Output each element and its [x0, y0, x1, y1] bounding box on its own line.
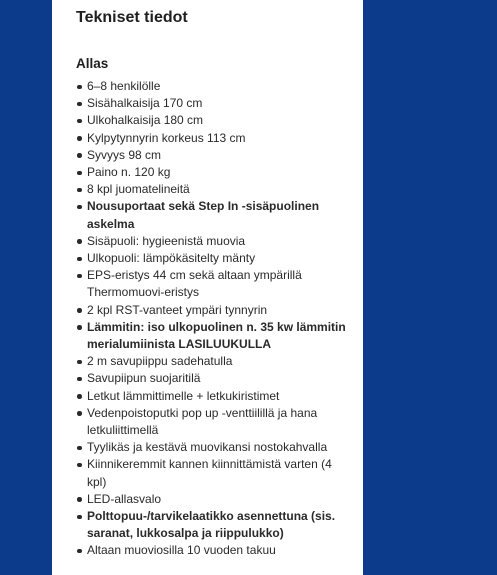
- spec-item: 2 m savupiippu sadehatulla: [87, 353, 351, 370]
- spec-item: Kylpytynnyrin korkeus 113 cm: [87, 130, 351, 147]
- section-subtitle: Allas: [76, 56, 109, 71]
- spec-item: Lämmitin: iso ulkopuolinen n. 35 kw lämmitin merialumiinista LASILUUKULLA: [87, 319, 351, 353]
- spec-item: Nousuportaat sekä Step In -sisäpuolinen askelma: [87, 198, 351, 232]
- spec-item: Ulkopuoli: lämpökäsitelty mänty: [87, 250, 351, 267]
- spec-item: Ulkohalkaisija 180 cm: [87, 112, 351, 129]
- spec-item: Syvyys 98 cm: [87, 147, 351, 164]
- spec-list: [76, 78, 351, 560]
- spec-item: EPS-eristys 44 cm sekä altaan ympärillä Thermomuovi-eristys: [87, 267, 351, 301]
- spec-item: Letkut lämmittimelle + letkukiristimet: [87, 388, 351, 405]
- spec-item: LED-allasvalo: [87, 491, 351, 508]
- spec-item: Polttopuu-/tarvikelaatikko asennettuna (sis. saranat, lukkosalpa ja riippulukko): [87, 508, 351, 542]
- spec-item: Savupiipun suojaritilä: [87, 370, 351, 387]
- section-title: Tekniset tiedot: [76, 9, 188, 26]
- spec-item: Tyylikäs ja kestävä muovikansi nostokahvalla: [87, 439, 351, 456]
- spec-item: Sisähalkaisija 170 cm: [87, 95, 351, 112]
- spec-item: 8 kpl juomatelineitä: [87, 181, 351, 198]
- spec-item: Sisäpuoli: hygieenistä muovia: [87, 233, 351, 250]
- content-card: [52, 0, 363, 575]
- spec-item: Paino n. 120 kg: [87, 164, 351, 181]
- spec-item: 6–8 henkilölle: [87, 78, 351, 95]
- spec-item: 2 kpl RST-vanteet ympäri tynnyrin: [87, 302, 351, 319]
- spec-item: Kiinnikeremmit kannen kiinnittämistä varten (4 kpl): [87, 456, 351, 490]
- spec-item: Vedenpoistoputki pop up -venttiilillä ja hana letkuliittimellä: [87, 405, 351, 439]
- spec-item: Altaan muoviosilla 10 vuoden takuu: [87, 542, 351, 559]
